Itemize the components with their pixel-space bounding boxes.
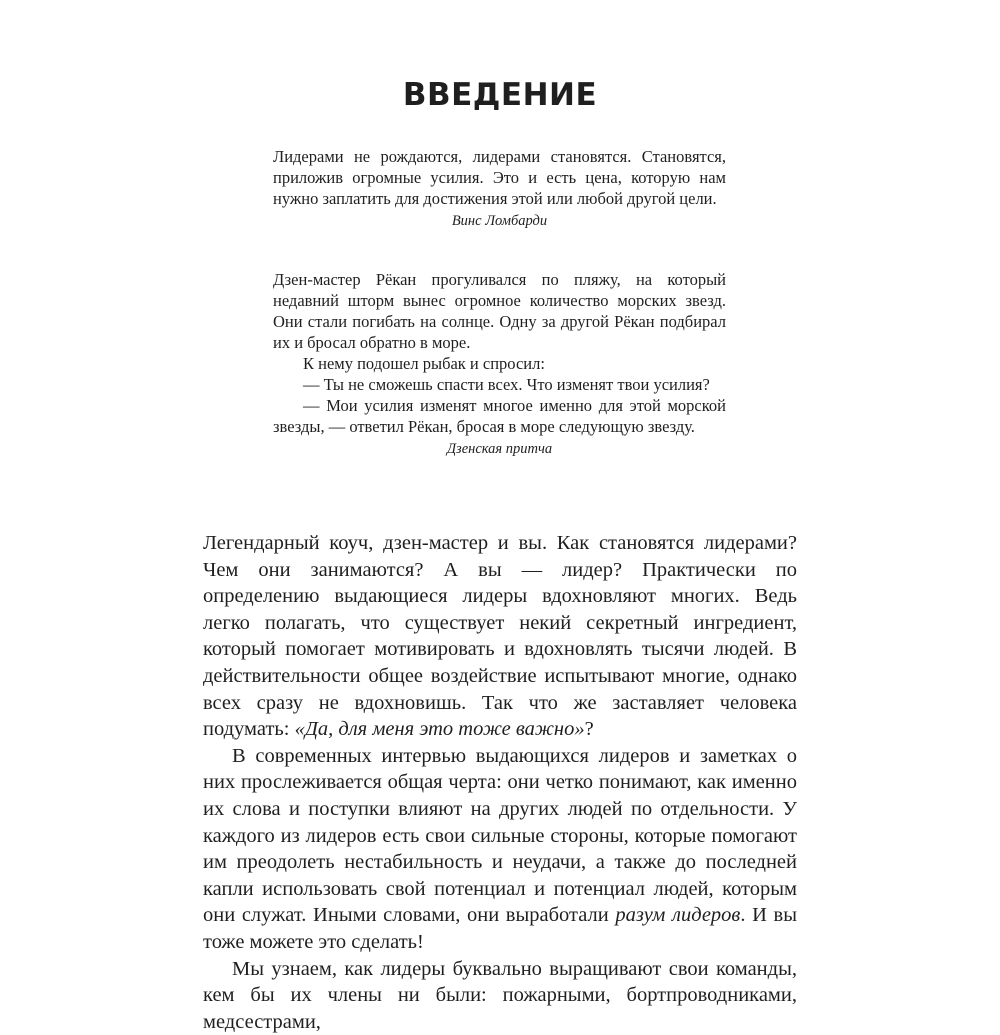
parable-attribution: Дзенская притча xyxy=(273,439,726,460)
body-paragraph xyxy=(203,530,797,743)
parable-paragraph: Дзен-мастер Рёкан прогуливался по пляжу, на который недавний шторм вынес огромное количество морских звезд. Они стали погибать на солнце. Одну за другой Рёкан подбирал их и бросал обратно в море. xyxy=(273,269,726,353)
body-paragraph xyxy=(203,743,797,956)
body-emphasis: «Да, для меня это тоже важно» xyxy=(295,718,585,740)
epigraph-parable xyxy=(273,269,726,460)
epigraph-quote xyxy=(273,146,726,232)
body-paragraph: Мы узнаем, как лидеры буквально выращивают свои команды, кем бы их члены ни были: пожарными, бортпроводниками, медсестрами, xyxy=(203,956,797,1035)
page-title: ВВЕДЕНИЕ xyxy=(0,77,1000,113)
parable-paragraph: — Мои усилия изменят многое именно для этой морской звезды, — ответил Рёкан, бросая в море следующую звезду. xyxy=(273,395,726,437)
body-text-run: ? xyxy=(585,718,594,740)
body-text-run: В современных интервью выдающихся лидеров и заметках о них прослеживается общая черта: они четко понимают, как именно их слова и поступки влияют на других людей по отдельности. У каждого из лидеров есть свои сильные стороны, которые помогают им преодолеть нестабильность и неудачи, а также до последней капли использовать свой потенциал и потенциал людей, которым они служат. Иными словами, они выработали xyxy=(203,745,797,927)
parable-paragraph: — Ты не сможешь спасти всех. Что изменят твои усилия? xyxy=(273,374,726,395)
body-text-run: . И вы тоже можете это сделать! xyxy=(203,904,797,953)
body-text-run: Легендарный коуч, дзен-мастер и вы. Как становятся лидерами? Чем они занимаются? А вы — лидер? Практически по определению выдающиеся лидеры вдохновляют многих. Ведь легко полагать, что существует некий секретный ингредиент, который помогает мотивировать и вдохновлять тысячи людей. В действительности общее воздействие испытывают многие, однако всех сразу не вдохновишь. Так что же заставляет человека подумать: xyxy=(203,532,797,740)
body-emphasis: разум лидеров xyxy=(615,904,740,926)
parable-paragraph: К нему подошел рыбак и спросил: xyxy=(273,353,726,374)
epigraph-attribution: Винс Ломбарди xyxy=(273,211,726,232)
body-text xyxy=(203,530,797,1035)
epigraph-text: Лидерами не рождаются, лидерами становятся. Становятся, приложив огромные усилия. Это и есть цена, которую нам нужно заплатить для достижения этой или любой другой цели. xyxy=(273,146,726,209)
